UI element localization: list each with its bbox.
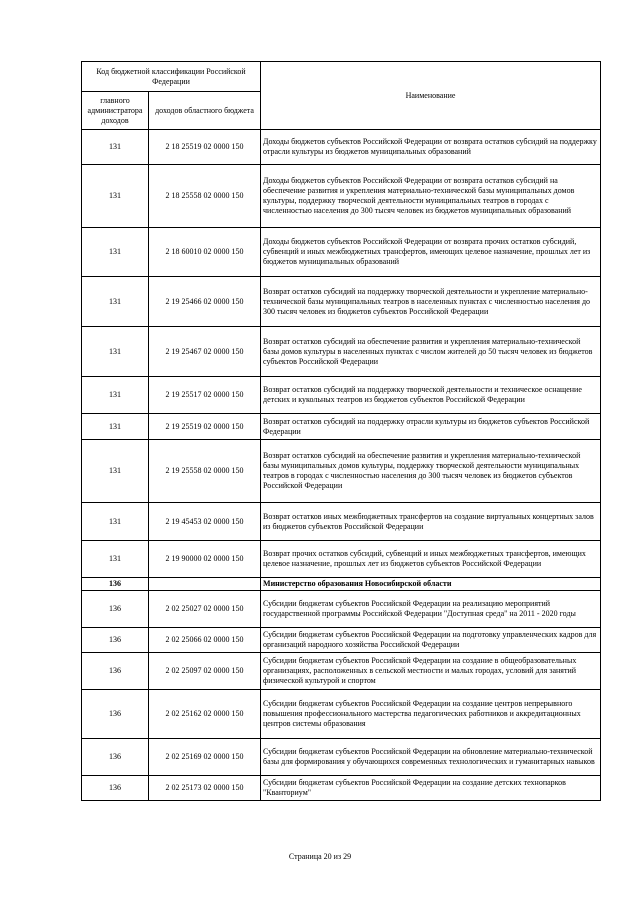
cell-name: Возврат остатков субсидий на обеспечение развития и укрепления материально-технической базы муниципальных домов культуры, поддержку творческой деятельности муниципальных театров в городах с численностью населения до 300 тысяч человек из бюджетов субъектов Российской Федерации [261,440,601,503]
cell-income-code: 2 02 25162 02 0000 150 [149,690,261,739]
cell-admin-code: 131 [82,377,149,414]
table-row [82,776,601,801]
cell-income-code: 2 02 25097 02 0000 150 [149,653,261,690]
cell-name: Возврат остатков субсидий на поддержку творческой деятельности и техническое оснащение детских и кукольных театров из бюджетов субъектов Российской Федерации [261,377,601,414]
header-main-administrator: главного администратора доходов [82,92,149,130]
cell-admin-code: 136 [82,578,149,591]
table-row [82,628,601,653]
cell-income-code: 2 19 25517 02 0000 150 [149,377,261,414]
table-row [82,578,601,591]
table-row [82,690,601,739]
cell-income-code: 2 19 25467 02 0000 150 [149,327,261,377]
cell-income-code: 2 19 25558 02 0000 150 [149,440,261,503]
table-row [82,327,601,377]
cell-name: Возврат остатков субсидий на поддержку творческой деятельности и укрепление материально-технической базы муниципальных театров в населенных пунктах с численностью населения до 300 тысяч человек из бюджетов субъектов Российской Федерации [261,277,601,327]
cell-name: Доходы бюджетов субъектов Российской Федерации от возврата остатков субсидий на обеспечение развития и укрепления материально-технической базы муниципальных домов культуры, поддержку творческой деятельности муниципальных театров в городах с численностью населения до 300 тысяч человек из бюджетов муниципальных образований [261,165,601,228]
cell-name: Министерство образования Новосибирской области [261,578,601,591]
table-row [82,277,601,327]
cell-income-code [149,578,261,591]
cell-admin-code: 131 [82,327,149,377]
cell-name: Субсидии бюджетам субъектов Российской Федерации на подготовку управленческих кадров для организаций народного хозяйства Российской Федерации [261,628,601,653]
header-name: Наименование [261,62,601,130]
table-row [82,165,601,228]
cell-income-code: 2 19 45453 02 0000 150 [149,503,261,541]
budget-classification-table [81,61,601,801]
header-regional-income: доходов областного бюджета [149,92,261,130]
cell-income-code: 2 19 25466 02 0000 150 [149,277,261,327]
page-number: Страница 20 из 29 [288,852,352,861]
cell-admin-code: 131 [82,277,149,327]
table-row [82,228,601,277]
cell-name: Субсидии бюджетам субъектов Российской Федерации на реализацию мероприятий государственной программы Российской Федерации "Доступная среда" на 2011 - 2020 годы [261,591,601,628]
cell-admin-code: 131 [82,130,149,165]
table-row [82,414,601,440]
cell-name: Субсидии бюджетам субъектов Российской Федерации на создание центров непрерывного повышения профессионального мастерства педагогических работников и аккредитационных центров системы образования [261,690,601,739]
cell-admin-code: 136 [82,776,149,801]
table-row [82,541,601,578]
cell-admin-code: 136 [82,690,149,739]
cell-name: Возврат прочих остатков субсидий, субвенций и иных межбюджетных трансфертов, имеющих целевое назначение, прошлых лет из бюджетов субъектов Российской Федерации [261,541,601,578]
table-row [82,440,601,503]
cell-admin-code: 131 [82,228,149,277]
cell-admin-code: 136 [82,653,149,690]
cell-admin-code: 136 [82,628,149,653]
table-row [82,739,601,776]
cell-admin-code: 131 [82,414,149,440]
cell-name: Возврат остатков субсидий на поддержку отрасли культуры из бюджетов субъектов Российской Федерации [261,414,601,440]
cell-admin-code: 136 [82,591,149,628]
table-row [82,377,601,414]
cell-name: Субсидии бюджетам субъектов Российской Федерации на создание в общеобразовательных организациях, расположенных в сельской местности и малых городах, условий для занятий физической культурой и спортом [261,653,601,690]
cell-name: Субсидии бюджетам субъектов Российской Федерации на обновление материально-технической базы для формирования у обучающихся современных технологических и гуманитарных навыков [261,739,601,776]
table-row [82,591,601,628]
table-row [82,653,601,690]
cell-income-code: 2 02 25173 02 0000 150 [149,776,261,801]
cell-admin-code: 136 [82,739,149,776]
header-budget-classification: Код бюджетной классификации Российской Федерации [82,62,261,92]
cell-income-code: 2 19 25519 02 0000 150 [149,414,261,440]
cell-income-code: 2 18 60010 02 0000 150 [149,228,261,277]
cell-name: Субсидии бюджетам субъектов Российской Федерации на создание детских технопарков "Кванториум" [261,776,601,801]
cell-admin-code: 131 [82,503,149,541]
cell-name: Возврат остатков иных межбюджетных трансфертов на создание виртуальных концертных залов из бюджетов субъектов Российской Федерации [261,503,601,541]
cell-name: Доходы бюджетов субъектов Российской Федерации от возврата остатков субсидий на поддержку отрасли культуры из бюджетов муниципальных образований [261,130,601,165]
cell-income-code: 2 18 25519 02 0000 150 [149,130,261,165]
cell-name: Возврат остатков субсидий на обеспечение развития и укрепления материально-технической базы домов культуры в населенных пунктах с числом жителей до 50 тысяч человек из бюджетов субъектов Российской Федерации [261,327,601,377]
cell-income-code: 2 02 25169 02 0000 150 [149,739,261,776]
cell-admin-code: 131 [82,541,149,578]
cell-income-code: 2 18 25558 02 0000 150 [149,165,261,228]
cell-admin-code: 131 [82,440,149,503]
cell-income-code: 2 02 25027 02 0000 150 [149,591,261,628]
table-row [82,503,601,541]
cell-income-code: 2 02 25066 02 0000 150 [149,628,261,653]
cell-admin-code: 131 [82,165,149,228]
table-row [82,130,601,165]
cell-income-code: 2 19 90000 02 0000 150 [149,541,261,578]
cell-name: Доходы бюджетов субъектов Российской Федерации от возврата прочих остатков субсидий, субвенций и иных межбюджетных трансфертов, имеющих целевое назначение, прошлых лет из бюджетов муниципальных образований [261,228,601,277]
